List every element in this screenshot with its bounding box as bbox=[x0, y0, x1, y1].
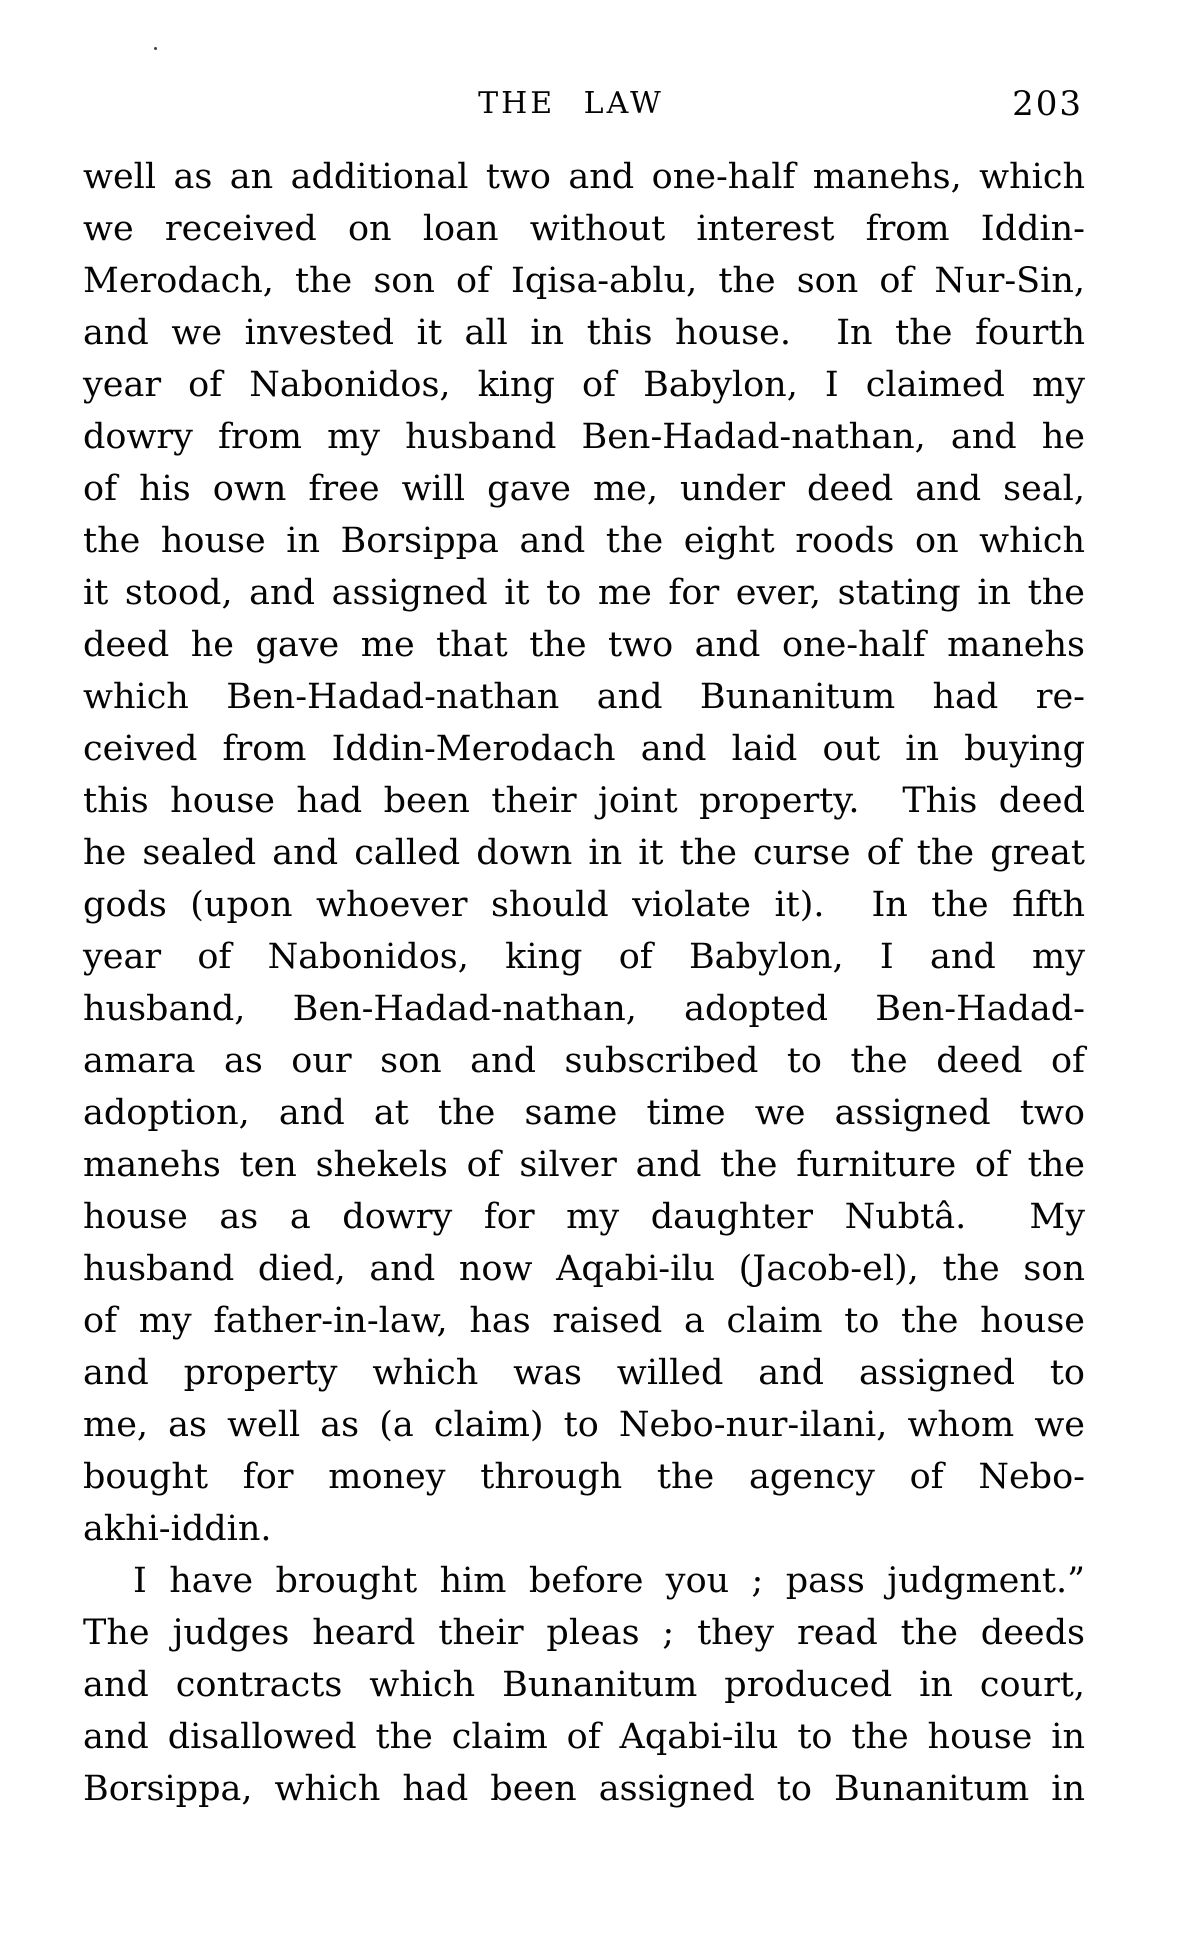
text-line: husband died, and now Aqabi-ilu (Jacob-el), the son bbox=[83, 1249, 1085, 1289]
page-header bbox=[83, 84, 1085, 128]
running-title: THE LAW bbox=[478, 86, 664, 121]
text-line: the house in Borsippa and the eight roods on which bbox=[83, 521, 1085, 561]
text-line: he sealed and called down in it the curse of the great bbox=[83, 833, 1085, 873]
text-line: year of Nabonidos, king of Babylon, I and my bbox=[83, 937, 1085, 977]
text-line: and contracts which Bunanitum produced in court, bbox=[83, 1665, 1085, 1705]
text-line: adoption, and at the same time we assigned two bbox=[83, 1093, 1085, 1133]
text-line: manehs ten shekels of silver and the furniture of the bbox=[83, 1145, 1085, 1185]
text-line: deed he gave me that the two and one-half manehs bbox=[83, 625, 1085, 665]
text-line: amara as our son and subscribed to the deed of bbox=[83, 1041, 1085, 1081]
text-line: The judges heard their pleas ; they read the deeds bbox=[83, 1613, 1085, 1653]
text-line: and property which was willed and assigned to bbox=[83, 1353, 1085, 1393]
page-number: 203 bbox=[1012, 84, 1083, 124]
text-line: and disallowed the claim of Aqabi-ilu to the house in bbox=[83, 1717, 1085, 1757]
text-line: year of Nabonidos, king of Babylon, I claimed my bbox=[83, 365, 1085, 405]
text-line: dowry from my husband Ben-Hadad-nathan, and he bbox=[83, 417, 1085, 457]
text-line: husband, Ben-Hadad-nathan, adopted Ben-Hadad- bbox=[83, 989, 1085, 1029]
text-line: of his own free will gave me, under deed and seal, bbox=[83, 469, 1085, 509]
scan-speck bbox=[154, 47, 157, 50]
text-line: and we invested it all in this house. In the fourth bbox=[83, 313, 1085, 353]
text-line: this house had been their joint property. This deed bbox=[83, 781, 1085, 821]
text-line: ceived from Iddin-Merodach and laid out in buying bbox=[83, 729, 1085, 769]
text-line: which Ben-Hadad-nathan and Bunanitum had re- bbox=[83, 677, 1085, 717]
text-line: me, as well as (a claim) to Nebo-nur-ilani, whom we bbox=[83, 1405, 1085, 1445]
text-line: it stood, and assigned it to me for ever, stating in the bbox=[83, 573, 1085, 613]
text-line: of my father-in-law, has raised a claim to the house bbox=[83, 1301, 1085, 1341]
text-line: I have brought him before you ; pass judgment.” bbox=[133, 1561, 1085, 1601]
text-line: gods (upon whoever should violate it). In the fifth bbox=[83, 885, 1085, 925]
text-line: bought for money through the agency of Nebo- bbox=[83, 1457, 1085, 1497]
text-line: we received on loan without interest from Iddin- bbox=[83, 209, 1085, 249]
text-line: house as a dowry for my daughter Nubtâ. My bbox=[83, 1197, 1085, 1237]
body-text bbox=[83, 151, 1085, 1815]
text-line: well as an additional two and one-half manehs, which bbox=[83, 157, 1085, 197]
text-line: akhi-iddin. bbox=[83, 1509, 272, 1549]
text-line: Merodach, the son of Iqisa-ablu, the son of Nur-Sin, bbox=[83, 261, 1085, 301]
text-line: Borsippa, which had been assigned to Bunanitum in bbox=[83, 1769, 1085, 1809]
